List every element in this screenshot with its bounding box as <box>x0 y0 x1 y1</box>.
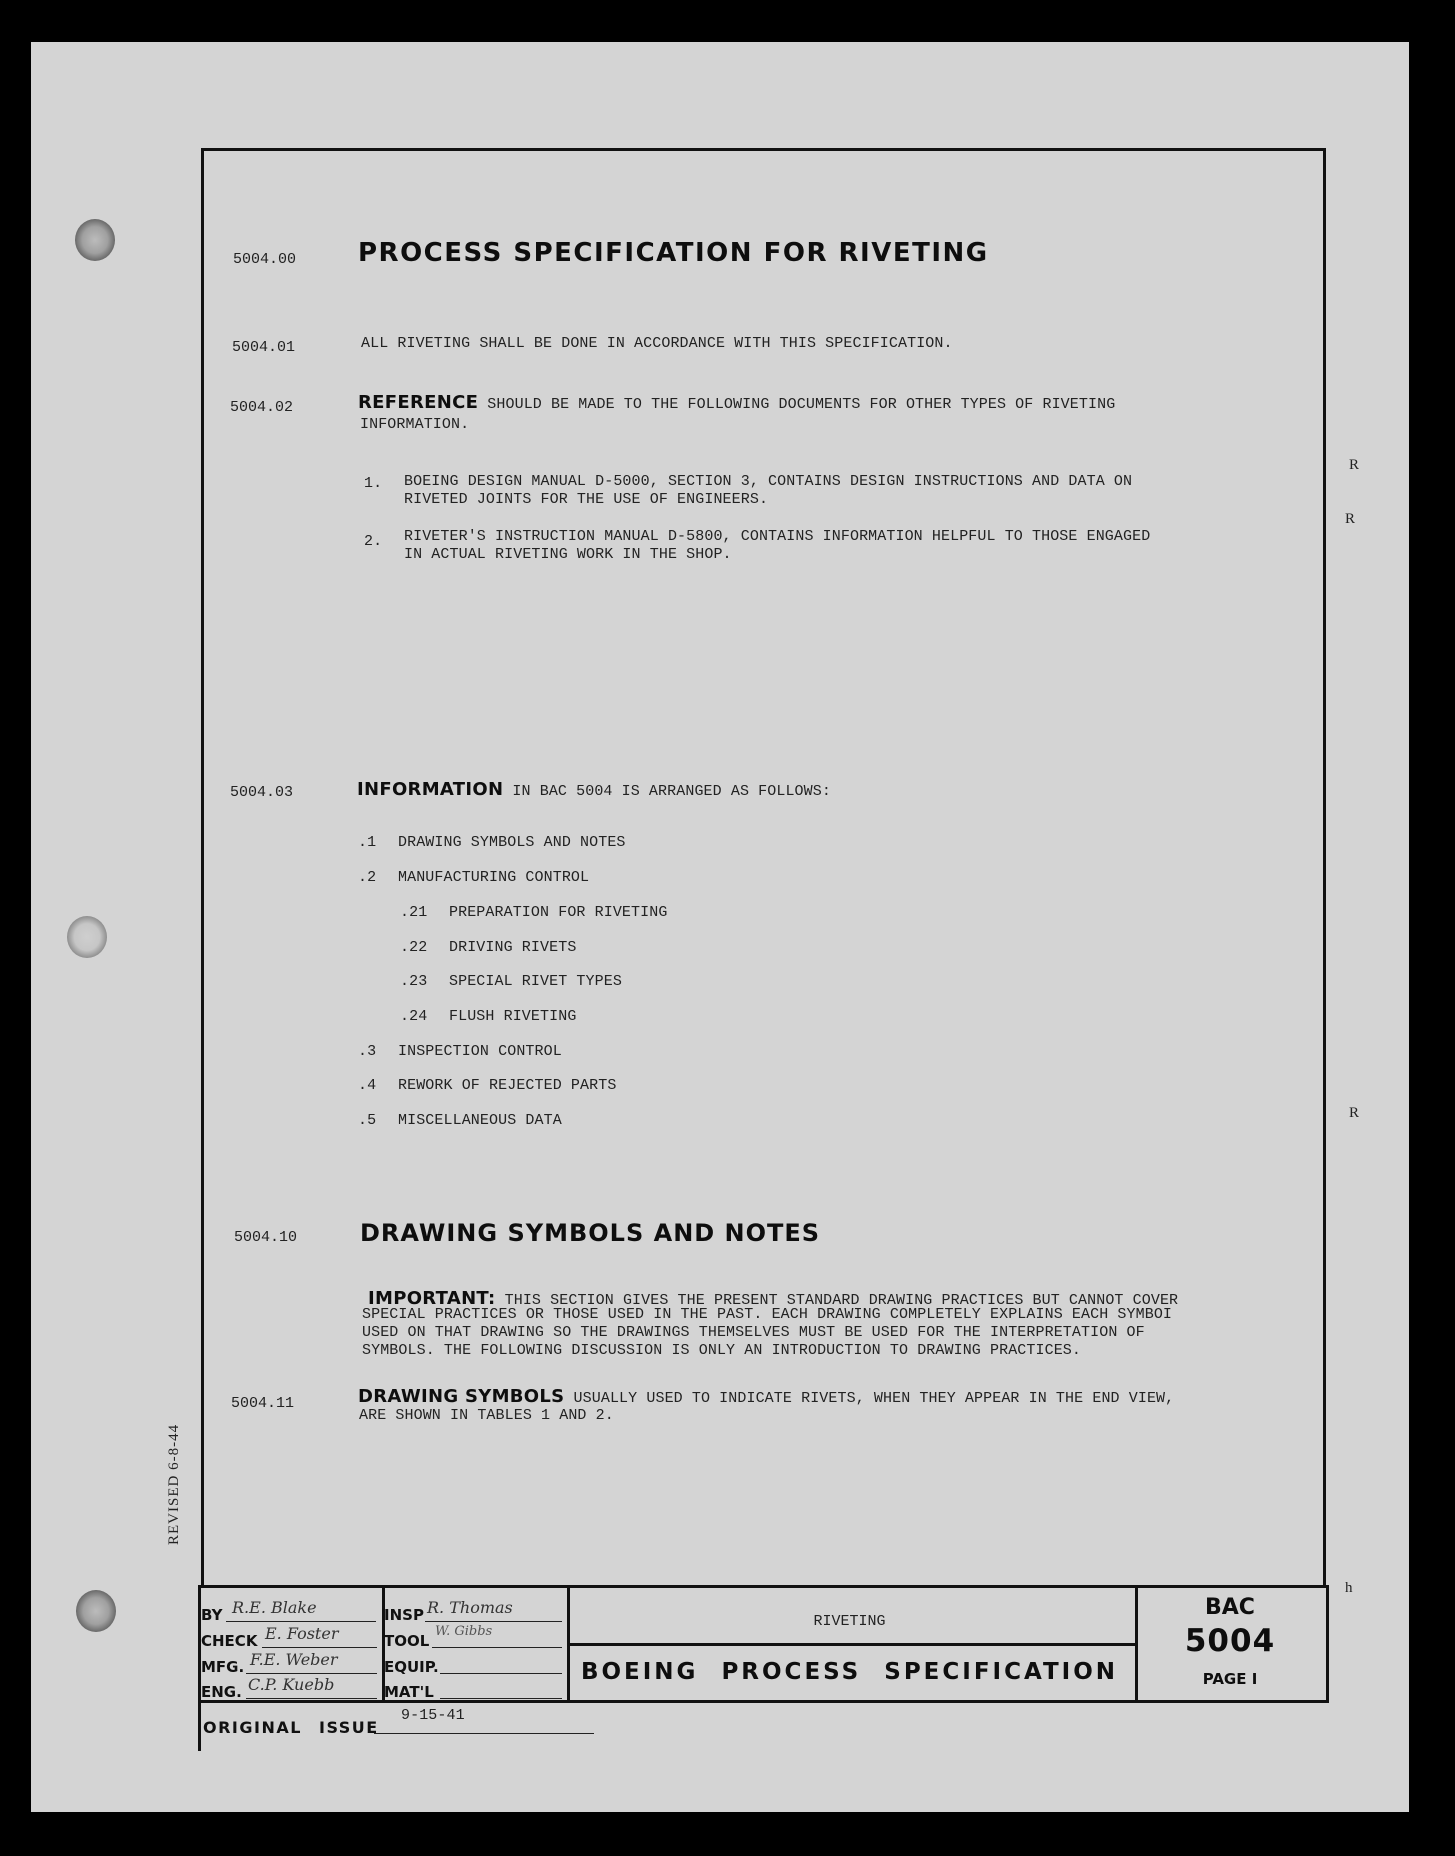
punch-hole-bottom <box>76 1590 116 1632</box>
outline-item: FLUSH RIVETING <box>449 1008 577 1025</box>
outline-item: PREPARATION FOR RIVETING <box>449 904 668 921</box>
information-text: IN BAC 5004 IS ARRANGED AS FOLLOWS: <box>503 783 831 800</box>
bac-label: BAC <box>1205 1595 1255 1620</box>
drawing-symbols-paragraph <box>358 1386 1174 1408</box>
section-number: 5004.03 <box>230 784 294 801</box>
outline-item: SPECIAL RIVET TYPES <box>449 973 622 990</box>
section-number: 5004.10 <box>234 1229 298 1246</box>
important-line3: USED ON THAT DRAWING SO THE DRAWINGS THEMSELVES MUST BE USED FOR THE INTERPRETATION OF <box>362 1324 1145 1341</box>
section-number: 5004.02 <box>230 399 294 416</box>
check-signature: E. Foster <box>265 1624 339 1643</box>
outline-number: .4 <box>358 1077 377 1094</box>
drawing-symbols-line2: ARE SHOWN IN TABLES 1 AND 2. <box>359 1407 614 1424</box>
insp-label: INSP <box>384 1606 424 1624</box>
information-paragraph <box>357 779 831 801</box>
reference-item: RIVETER'S INSTRUCTION MANUAL D-5800, CONTAINS INFORMATION HELPFUL TO THOSE ENGAGED <box>404 528 1151 545</box>
by-label: BY <box>201 1606 223 1624</box>
page-number: PAGE I <box>1202 1670 1258 1688</box>
reference-item-number: 2. <box>364 533 383 550</box>
drawing-symbols-lead: DRAWING SYMBOLS <box>358 1386 565 1407</box>
revision-mark: R <box>1345 511 1356 527</box>
eng-signature: C.P. Kuebb <box>248 1675 335 1694</box>
page-title: PROCESS SPECIFICATION FOR RIVETING <box>358 238 989 268</box>
outline-number: .5 <box>358 1112 377 1129</box>
insp-signature: R. Thomas <box>427 1598 513 1617</box>
drawing-symbols-line1: USUALLY USED TO INDICATE RIVETS, WHEN THEY APPEAR IN THE END VIEW, <box>564 1390 1175 1407</box>
subject-divider <box>570 1643 1135 1646</box>
tool-label: TOOL <box>384 1632 430 1650</box>
outline-number: .23 <box>400 973 428 990</box>
original-issue-date: 9-15-41 <box>401 1707 465 1724</box>
eng-label: ENG. <box>201 1683 242 1701</box>
tool-signature: W. Gibbs <box>435 1624 493 1639</box>
spec-title: BOEING PROCESS SPECIFICATION <box>580 1659 1119 1685</box>
reference-line2: INFORMATION. <box>360 416 470 433</box>
outline-item: MANUFACTURING CONTROL <box>398 869 590 886</box>
outline-number: .24 <box>400 1008 428 1025</box>
subject-text: RIVETING <box>813 1613 886 1630</box>
bac-number: 5004 <box>1184 1623 1276 1659</box>
important-line4: SYMBOLS. THE FOLLOWING DISCUSSION IS ONLY AN INTRODUCTION TO DRAWING PRACTICES. <box>362 1342 1082 1359</box>
section-number: 5004.00 <box>233 251 297 268</box>
outline-item: DRIVING RIVETS <box>449 939 577 956</box>
reference-lead: REFERENCE <box>358 392 479 413</box>
section-heading: DRAWING SYMBOLS AND NOTES <box>360 1219 821 1247</box>
reference-item: IN ACTUAL RIVETING WORK IN THE SHOP. <box>404 546 732 563</box>
original-issue-label: ORIGINAL ISSUE <box>203 1718 379 1737</box>
revision-mark: R <box>1349 457 1360 473</box>
punch-hole-middle <box>67 916 107 958</box>
outline-item: DRAWING SYMBOLS AND NOTES <box>398 834 626 851</box>
important-line1: THIS SECTION GIVES THE PRESENT STANDARD DRAWING PRACTICES BUT CANNOT COVER <box>495 1292 1179 1309</box>
outline-number: .22 <box>400 939 428 956</box>
important-line2: SPECIAL PRACTICES OR THOSE USED IN THE PAST. EACH DRAWING COMPLETELY EXPLAINS EACH SYMBOI <box>362 1306 1173 1323</box>
reference-paragraph <box>358 392 1115 414</box>
revised-note: REVISED 6-8-44 <box>166 1423 182 1545</box>
outline-number: .2 <box>358 869 377 886</box>
information-lead: INFORMATION <box>357 779 504 800</box>
outline-item: REWORK OF REJECTED PARTS <box>398 1077 617 1094</box>
check-label: CHECK <box>201 1632 258 1650</box>
reference-item: BOEING DESIGN MANUAL D-5000, SECTION 3, CONTAINS DESIGN INSTRUCTIONS AND DATA ON <box>404 473 1133 490</box>
by-signature: R.E. Blake <box>232 1598 317 1617</box>
punch-hole-top <box>75 219 115 261</box>
page-border <box>201 148 1326 1585</box>
important-lead: IMPORTANT: <box>368 1288 496 1309</box>
outline-number: .21 <box>400 904 428 921</box>
reference-item-number: 1. <box>364 475 383 492</box>
reference-line1: SHOULD BE MADE TO THE FOLLOWING DOCUMENTS FOR OTHER TYPES OF RIVETING <box>478 396 1116 413</box>
section-text: ALL RIVETING SHALL BE DONE IN ACCORDANCE WITH THIS SPECIFICATION. <box>361 335 953 352</box>
mfg-signature: F.E. Weber <box>250 1650 338 1669</box>
outline-item: INSPECTION CONTROL <box>398 1043 562 1060</box>
outline-number: .1 <box>358 834 377 851</box>
revision-mark: R <box>1349 1105 1360 1121</box>
outline-number: .3 <box>358 1043 377 1060</box>
mfg-label: MFG. <box>201 1658 245 1676</box>
outline-item: MISCELLANEOUS DATA <box>398 1112 562 1129</box>
reference-item: RIVETED JOINTS FOR THE USE OF ENGINEERS. <box>404 491 769 508</box>
revision-mark: h <box>1345 1580 1353 1596</box>
equip-label: EQUIP. <box>384 1658 439 1676</box>
section-number: 5004.01 <box>232 339 296 356</box>
section-number: 5004.11 <box>231 1395 295 1412</box>
matl-label: MAT'L <box>384 1683 434 1701</box>
